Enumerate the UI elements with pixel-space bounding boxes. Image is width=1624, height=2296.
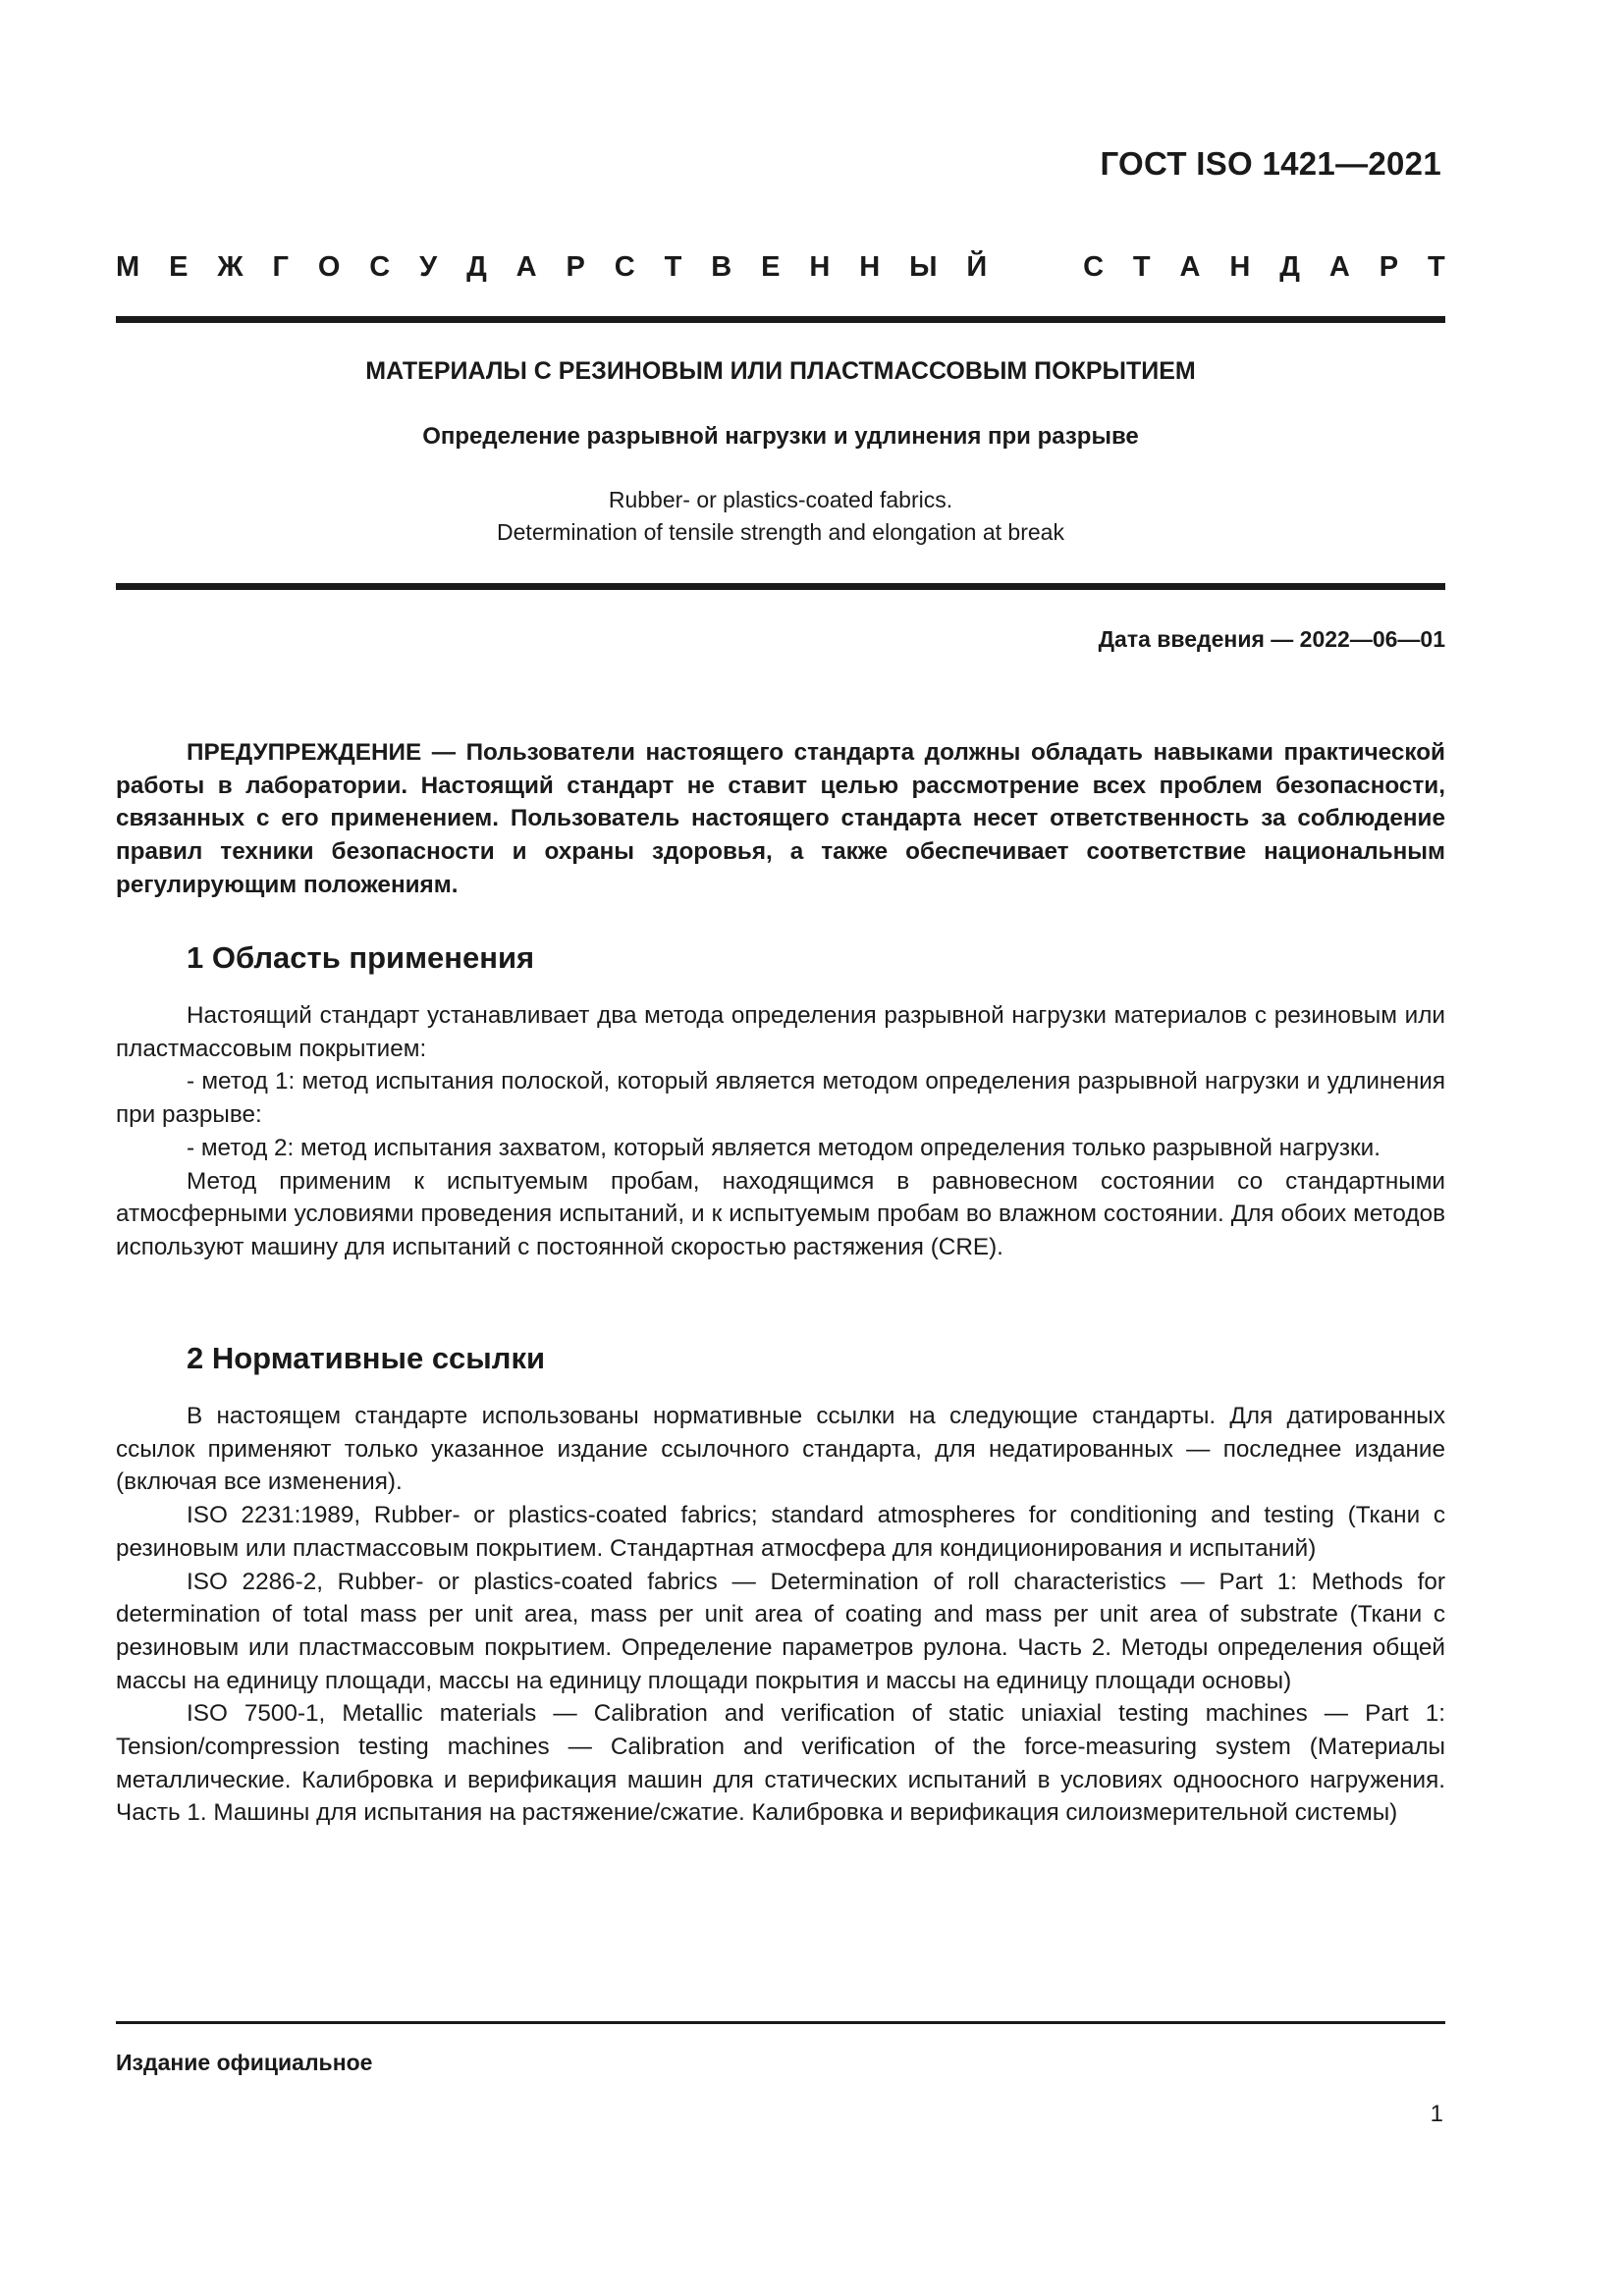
section-heading-scope: 1 Область применения (187, 940, 535, 975)
letter: Т (1427, 251, 1445, 283)
reference-item: ISO 2231:1989, Rubber- or plastics-coated fabrics; standard atmospheres for conditioning and testing (Ткани с резиновым или пластмассовым покрытием. Стандартная атмосфера для кондиционирования и испытаний) (116, 1502, 1445, 1562)
official-edition-label: Издание официальное (116, 2050, 373, 2075)
letter: С (369, 251, 391, 283)
paragraph: Настоящий стандарт устанавливает два метода определения разрывной нагрузки материалов с резиновым или пластмассовым покрытием: (116, 1002, 1445, 1062)
letter: А (1328, 251, 1350, 283)
footer-divider (116, 2021, 1445, 2024)
letter: В (711, 251, 732, 283)
letter: Н (1229, 251, 1251, 283)
document-title: МАТЕРИАЛЫ С РЕЗИНОВЫМ ИЛИ ПЛАСТМАССОВЫМ ПОКРЫТИЕМ (365, 357, 1196, 385)
warning-text: ПРЕДУПРЕЖДЕНИЕ — Пользователи настоящего стандарта должны обладать навыками практической работы в лаборатории. Настоящий стандарт не ставит целью рассмотрение всех проблем безопасности, связанных с его применением. Пользователь настоящего стандарта несет ответственность за соблюдение правил техники безопасности и охраны здоровья, а также обеспечивает соответствие национальным регулирующим положениям. (116, 739, 1445, 898)
letter: М (116, 251, 140, 283)
letter: Г (272, 251, 289, 283)
letter: Е (169, 251, 189, 283)
section-heading-references: 2 Нормативные ссылки (187, 1341, 546, 1375)
gost-number: ГОСТ ISO 1421—2021 (1100, 145, 1441, 182)
top-divider (116, 316, 1445, 323)
page-number: 1 (1430, 2101, 1443, 2127)
document-subtitle: Определение разрывной нагрузки и удлинения при разрыве (422, 423, 1139, 450)
letter: Й (966, 251, 988, 283)
letter: Ы (909, 251, 938, 283)
introduction-date: Дата введения — 2022—06—01 (1098, 626, 1445, 652)
paragraph: В настоящем стандарте использованы нормативные ссылки на следующие стандарты. Для датированных ссылок применяют только указанное издание ссылочного стандарта, для недатированных — последнее издание (включая все изменения). (116, 1403, 1445, 1496)
reference-item: ISO 7500-1, Metallic materials — Calibration and verification of static uniaxial testing machines — Part 1: Tension/compression testing machines — Calibration and verification of the force-measuring system (Материалы металлические. Калибровка и верификация машин для статических испытаний в условиях одноосного нагружения. Часть 1. Машины для испытания на растяжение/сжатие. Калибровка и верификация силоизмерительной системы) (116, 1700, 1445, 1827)
letter: Е (761, 251, 781, 283)
letter: Д (1279, 251, 1300, 283)
reference-item: ISO 2286-2, Rubber- or plastics-coated fabrics — Determination of roll characteristics — Part 1: Methods for determination of total mass per unit area, mass per unit area of coating and mass per unit area of substrate (Ткани с резиновым или пластмассовым покрытием. Определение параметров рулона. Часть 2. Методы определения общей массы на единицу площади, массы на единицу площади покрытия и массы на единицу площади основы) (116, 1568, 1445, 1694)
letter: Н (859, 251, 881, 283)
letter: У (419, 251, 438, 283)
section-scope-body (116, 999, 1445, 1264)
letter: А (1179, 251, 1201, 283)
english-title (116, 484, 1445, 549)
letter: А (515, 251, 537, 283)
letter: Д (466, 251, 487, 283)
paragraph: Метод применим к испытуемым пробам, находящимся в равновесном состоянии со стандартными атмосферными условиями проведения испытаний, и к испытуемым пробам во влажном состоянии. Для обоих методов используют машину для испытаний с постоянной скоростью растяжения (CRE). (116, 1167, 1445, 1260)
letter: С (1083, 251, 1105, 283)
english-title-line: Determination of tensile strength and elongation at break (497, 519, 1064, 545)
letter: Р (1379, 251, 1399, 283)
section-references-body (116, 1400, 1445, 1830)
letter: О (317, 251, 341, 283)
paragraph: - метод 2: метод испытания захватом, который является методом определения только разрывной нагрузки. (187, 1134, 1380, 1161)
standard-type-heading (116, 251, 1445, 284)
letter: Т (1132, 251, 1151, 283)
letter: Н (809, 251, 831, 283)
english-title-line: Rubber- or plastics-coated fabrics. (608, 487, 953, 512)
letter: Р (566, 251, 585, 283)
title-divider (116, 583, 1445, 590)
letter: Т (664, 251, 682, 283)
letter: Ж (217, 251, 244, 283)
paragraph: - метод 1: метод испытания полоской, который является методом определения разрывной нагрузки и удлинения при разрыве: (116, 1068, 1445, 1129)
letter: С (614, 251, 635, 283)
warning-block (116, 736, 1445, 902)
